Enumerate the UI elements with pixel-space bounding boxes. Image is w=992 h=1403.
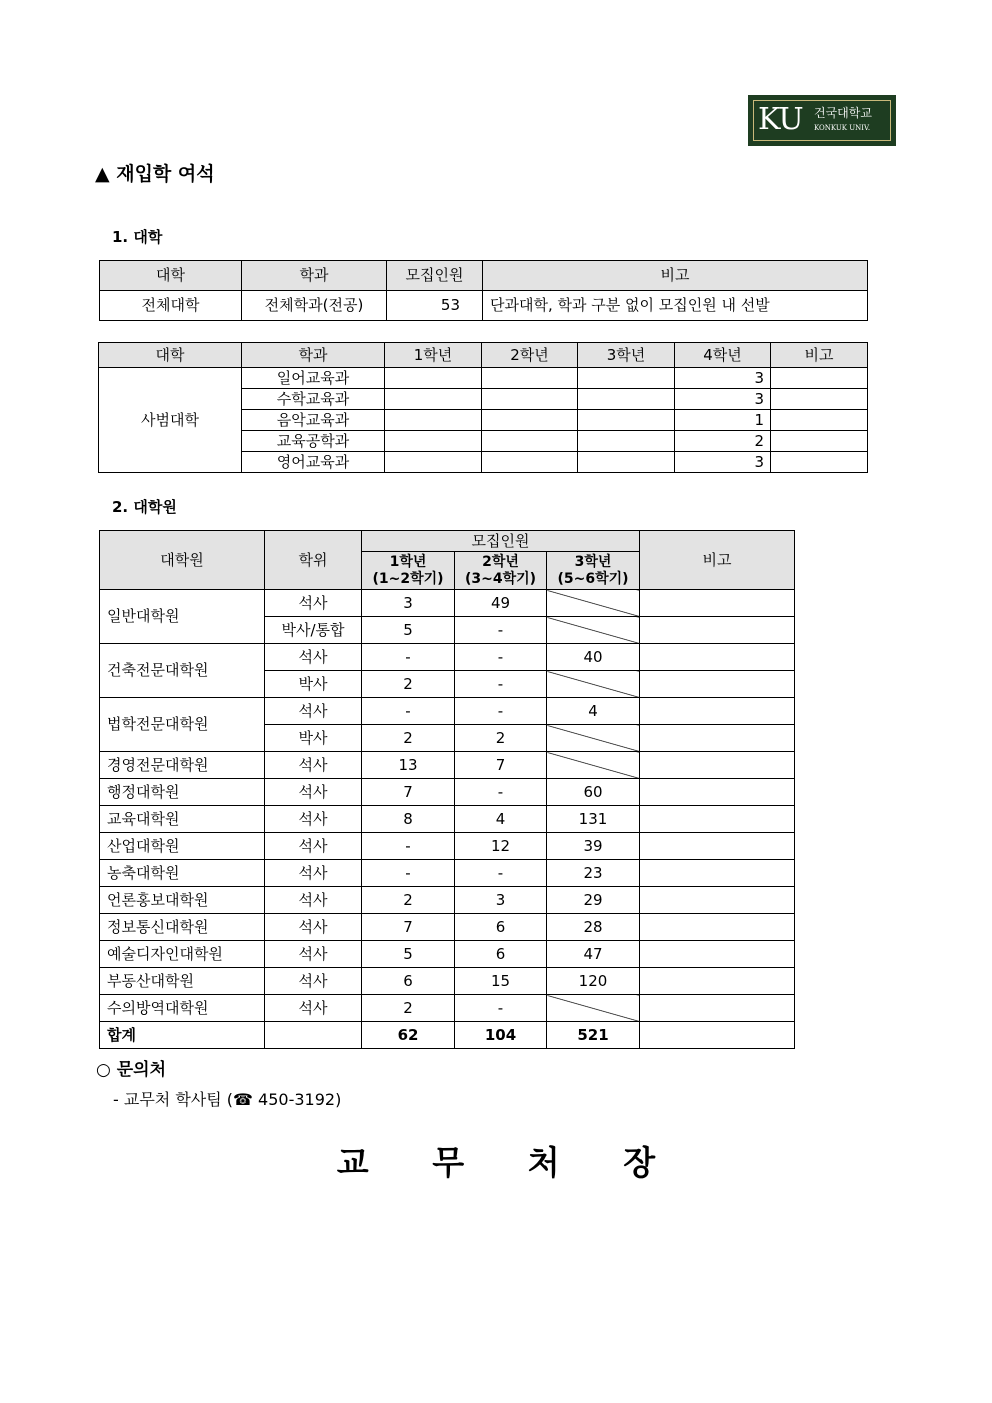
cell-note xyxy=(771,431,868,452)
cell-total-label: 합계 xyxy=(100,1022,265,1049)
signature-char: 교 xyxy=(336,1143,369,1182)
cell-graduate-school: 일반대학원 xyxy=(100,590,265,644)
cell-note xyxy=(640,644,795,671)
cell-year-4: 3 xyxy=(675,368,771,389)
contact-line xyxy=(113,1089,341,1111)
cell-year-2: 3 xyxy=(455,887,547,914)
cell-year-4: 1 xyxy=(675,410,771,431)
cell-year-3: 47 xyxy=(547,941,640,968)
total-row xyxy=(100,1022,795,1049)
cell-college-name: 사범대학 xyxy=(99,368,242,473)
header-note: 비고 xyxy=(483,261,868,291)
cell-note xyxy=(640,590,795,617)
cell-degree: 석사 xyxy=(265,590,362,617)
college-detail-table xyxy=(98,342,868,473)
cell-year-1: 8 xyxy=(362,806,455,833)
cell-year-4: 3 xyxy=(675,452,771,473)
cell-note xyxy=(640,725,795,752)
cell-year-1: 6 xyxy=(362,968,455,995)
cell-year-2: - xyxy=(455,779,547,806)
cell-empty xyxy=(482,431,578,452)
cell-degree: 석사 xyxy=(265,914,362,941)
signature-char: 처 xyxy=(527,1143,560,1182)
cell-graduate-school: 예술디자인대학원 xyxy=(100,941,265,968)
table-row xyxy=(100,860,795,887)
cell-note xyxy=(640,941,795,968)
cell-year-2: 2 xyxy=(455,725,547,752)
cell-graduate-school: 행정대학원 xyxy=(100,779,265,806)
cell-year-2: - xyxy=(455,617,547,644)
cell-year-3: 39 xyxy=(547,833,640,860)
contact-phone: 450-3192) xyxy=(252,1090,342,1109)
cell-degree: 석사 xyxy=(265,833,362,860)
cell-empty xyxy=(482,368,578,389)
cell-note xyxy=(640,887,795,914)
header-year-1: 1학년 xyxy=(385,343,482,368)
cell-total-year-2: 104 xyxy=(455,1022,547,1049)
cell-empty xyxy=(482,452,578,473)
header-year-4: 4학년 xyxy=(675,343,771,368)
cell-year-1: 7 xyxy=(362,779,455,806)
contact-office: - 교무처 학사팀 ( xyxy=(113,1090,234,1109)
table-row xyxy=(100,806,795,833)
header-department: 학과 xyxy=(242,261,387,291)
cell-empty xyxy=(385,389,482,410)
cell-degree: 박사 xyxy=(265,725,362,752)
cell-year-3: 28 xyxy=(547,914,640,941)
cell-year-3-na xyxy=(547,671,640,698)
table-row xyxy=(100,995,795,1022)
cell-note: 단과대학, 학과 구분 없이 모집인원 내 선발 xyxy=(483,291,868,321)
header-department: 학과 xyxy=(242,343,385,368)
cell-note xyxy=(771,452,868,473)
cell-year-2: - xyxy=(455,671,547,698)
cell-year-2: - xyxy=(455,860,547,887)
cell-note xyxy=(640,752,795,779)
cell-year-2: 4 xyxy=(455,806,547,833)
cell-note xyxy=(640,806,795,833)
table-header-row xyxy=(99,343,868,368)
cell-year-1: 2 xyxy=(362,671,455,698)
table-row xyxy=(100,968,795,995)
cell-degree: 석사 xyxy=(265,860,362,887)
cell-year-2: 6 xyxy=(455,941,547,968)
cell-year-3: 29 xyxy=(547,887,640,914)
cell-empty xyxy=(578,389,675,410)
cell-empty xyxy=(578,431,675,452)
cell-year-3: 60 xyxy=(547,779,640,806)
header-college: 대학 xyxy=(99,343,242,368)
cell-total-year-3: 521 xyxy=(547,1022,640,1049)
cell-degree: 석사 xyxy=(265,941,362,968)
cell-year-2: 6 xyxy=(455,914,547,941)
college-summary-table xyxy=(99,260,868,321)
cell-empty xyxy=(385,368,482,389)
cell-year-1: - xyxy=(362,833,455,860)
table-row xyxy=(100,833,795,860)
contact-heading: ○ 문의처 xyxy=(96,1060,167,1080)
cell-empty xyxy=(578,410,675,431)
cell-year-3-na xyxy=(547,752,640,779)
cell-year-1: 5 xyxy=(362,617,455,644)
university-logo xyxy=(748,95,896,146)
logo-korean-name: 건국대학교 xyxy=(814,106,872,120)
table-row xyxy=(100,914,795,941)
cell-empty xyxy=(578,368,675,389)
phone-icon: ☎ xyxy=(233,1090,253,1109)
cell-department: 영어교육과 xyxy=(242,452,385,473)
cell-graduate-school: 부동산대학원 xyxy=(100,968,265,995)
cell-graduate-school: 법학전문대학원 xyxy=(100,698,265,752)
signature-char: 무 xyxy=(432,1143,465,1182)
cell-department: 교육공학과 xyxy=(242,431,385,452)
cell-note xyxy=(640,779,795,806)
cell-year-2: 7 xyxy=(455,752,547,779)
cell-year-3: 4 xyxy=(547,698,640,725)
cell-year-3: 23 xyxy=(547,860,640,887)
cell-department: 수학교육과 xyxy=(242,389,385,410)
cell-note xyxy=(640,995,795,1022)
cell-degree: 석사 xyxy=(265,968,362,995)
graduate-table xyxy=(99,530,795,1049)
cell-year-1: - xyxy=(362,698,455,725)
cell-year-1: 2 xyxy=(362,725,455,752)
cell-note xyxy=(640,617,795,644)
page-title: ▲ 재입학 여석 xyxy=(95,163,215,185)
table-row xyxy=(100,644,795,671)
cell-year-1: 2 xyxy=(362,995,455,1022)
table-row xyxy=(100,752,795,779)
cell-empty xyxy=(385,410,482,431)
signature xyxy=(0,1138,992,1188)
cell-empty xyxy=(385,431,482,452)
cell-year-2: - xyxy=(455,995,547,1022)
cell-degree: 석사 xyxy=(265,995,362,1022)
cell-note xyxy=(640,671,795,698)
cell-note xyxy=(640,860,795,887)
cell-degree: 석사 xyxy=(265,752,362,779)
cell-year-4: 3 xyxy=(675,389,771,410)
cell-department: 일어교육과 xyxy=(242,368,385,389)
cell-quota: 53 xyxy=(387,291,483,321)
header-graduate-school: 대학원 xyxy=(100,531,265,590)
cell-note xyxy=(771,368,868,389)
cell-college: 전체대학 xyxy=(100,291,242,321)
header-note: 비고 xyxy=(640,531,795,590)
cell-year-3-na xyxy=(547,725,640,752)
header-college: 대학 xyxy=(100,261,242,291)
cell-total-year-1: 62 xyxy=(362,1022,455,1049)
header-year-2: 2학년 (3~4학기) xyxy=(455,552,547,590)
logo-mark: KU xyxy=(758,102,803,137)
logo-english-name: KONKUK UNIV. xyxy=(814,124,871,132)
header-note: 비고 xyxy=(771,343,868,368)
cell-year-4: 2 xyxy=(675,431,771,452)
cell-graduate-school: 산업대학원 xyxy=(100,833,265,860)
cell-graduate-school: 정보통신대학원 xyxy=(100,914,265,941)
cell-year-1: 5 xyxy=(362,941,455,968)
table-row xyxy=(99,368,868,389)
cell-year-3: 40 xyxy=(547,644,640,671)
cell-graduate-school: 농축대학원 xyxy=(100,860,265,887)
cell-degree: 석사 xyxy=(265,887,362,914)
section-heading-college: 1. 대학 xyxy=(112,228,163,246)
cell-year-2: - xyxy=(455,644,547,671)
signature-char: 장 xyxy=(623,1143,656,1182)
cell-empty xyxy=(578,452,675,473)
cell-year-1: 2 xyxy=(362,887,455,914)
cell-note xyxy=(640,968,795,995)
cell-degree: 석사 xyxy=(265,806,362,833)
cell-empty xyxy=(482,389,578,410)
cell-note xyxy=(640,698,795,725)
cell-degree: 석사 xyxy=(265,779,362,806)
cell-graduate-school: 수의방역대학원 xyxy=(100,995,265,1022)
cell-department: 음악교육과 xyxy=(242,410,385,431)
cell-year-3-na xyxy=(547,617,640,644)
table-row xyxy=(100,887,795,914)
cell-note xyxy=(640,914,795,941)
cell-year-1: 7 xyxy=(362,914,455,941)
cell-note xyxy=(771,389,868,410)
cell-year-3-na xyxy=(547,590,640,617)
header-year-1: 1학년 (1~2학기) xyxy=(362,552,455,590)
cell-year-2: 15 xyxy=(455,968,547,995)
header-year-2: 2학년 xyxy=(482,343,578,368)
cell-degree: 박사/통합 xyxy=(265,617,362,644)
header-degree: 학위 xyxy=(265,531,362,590)
cell-note xyxy=(640,1022,795,1049)
cell-empty xyxy=(385,452,482,473)
cell-empty xyxy=(265,1022,362,1049)
cell-year-3-na xyxy=(547,995,640,1022)
cell-graduate-school: 언론홍보대학원 xyxy=(100,887,265,914)
header-quota: 모집인원 xyxy=(387,261,483,291)
section-heading-graduate: 2. 대학원 xyxy=(112,498,177,516)
table-row xyxy=(100,941,795,968)
table-row xyxy=(100,698,795,725)
table-header-row xyxy=(100,261,868,291)
cell-year-3: 131 xyxy=(547,806,640,833)
cell-graduate-school: 건축전문대학원 xyxy=(100,644,265,698)
header-year-3: 3학년 (5~6학기) xyxy=(547,552,640,590)
table-row xyxy=(100,779,795,806)
cell-year-1: - xyxy=(362,860,455,887)
cell-year-2: 12 xyxy=(455,833,547,860)
cell-year-2: 49 xyxy=(455,590,547,617)
header-year-3: 3학년 xyxy=(578,343,675,368)
table-header-row xyxy=(100,531,795,552)
cell-year-1: - xyxy=(362,644,455,671)
table-row xyxy=(100,590,795,617)
cell-empty xyxy=(482,410,578,431)
cell-degree: 석사 xyxy=(265,698,362,725)
cell-department: 전체학과(전공) xyxy=(242,291,387,321)
header-quota: 모집인원 xyxy=(362,531,640,552)
cell-graduate-school: 경영전문대학원 xyxy=(100,752,265,779)
cell-year-3: 120 xyxy=(547,968,640,995)
cell-year-1: 3 xyxy=(362,590,455,617)
cell-degree: 박사 xyxy=(265,671,362,698)
cell-year-1: 13 xyxy=(362,752,455,779)
table-row xyxy=(100,291,868,321)
cell-note xyxy=(640,833,795,860)
cell-degree: 석사 xyxy=(265,644,362,671)
cell-note xyxy=(771,410,868,431)
cell-year-2: - xyxy=(455,698,547,725)
cell-graduate-school: 교육대학원 xyxy=(100,806,265,833)
